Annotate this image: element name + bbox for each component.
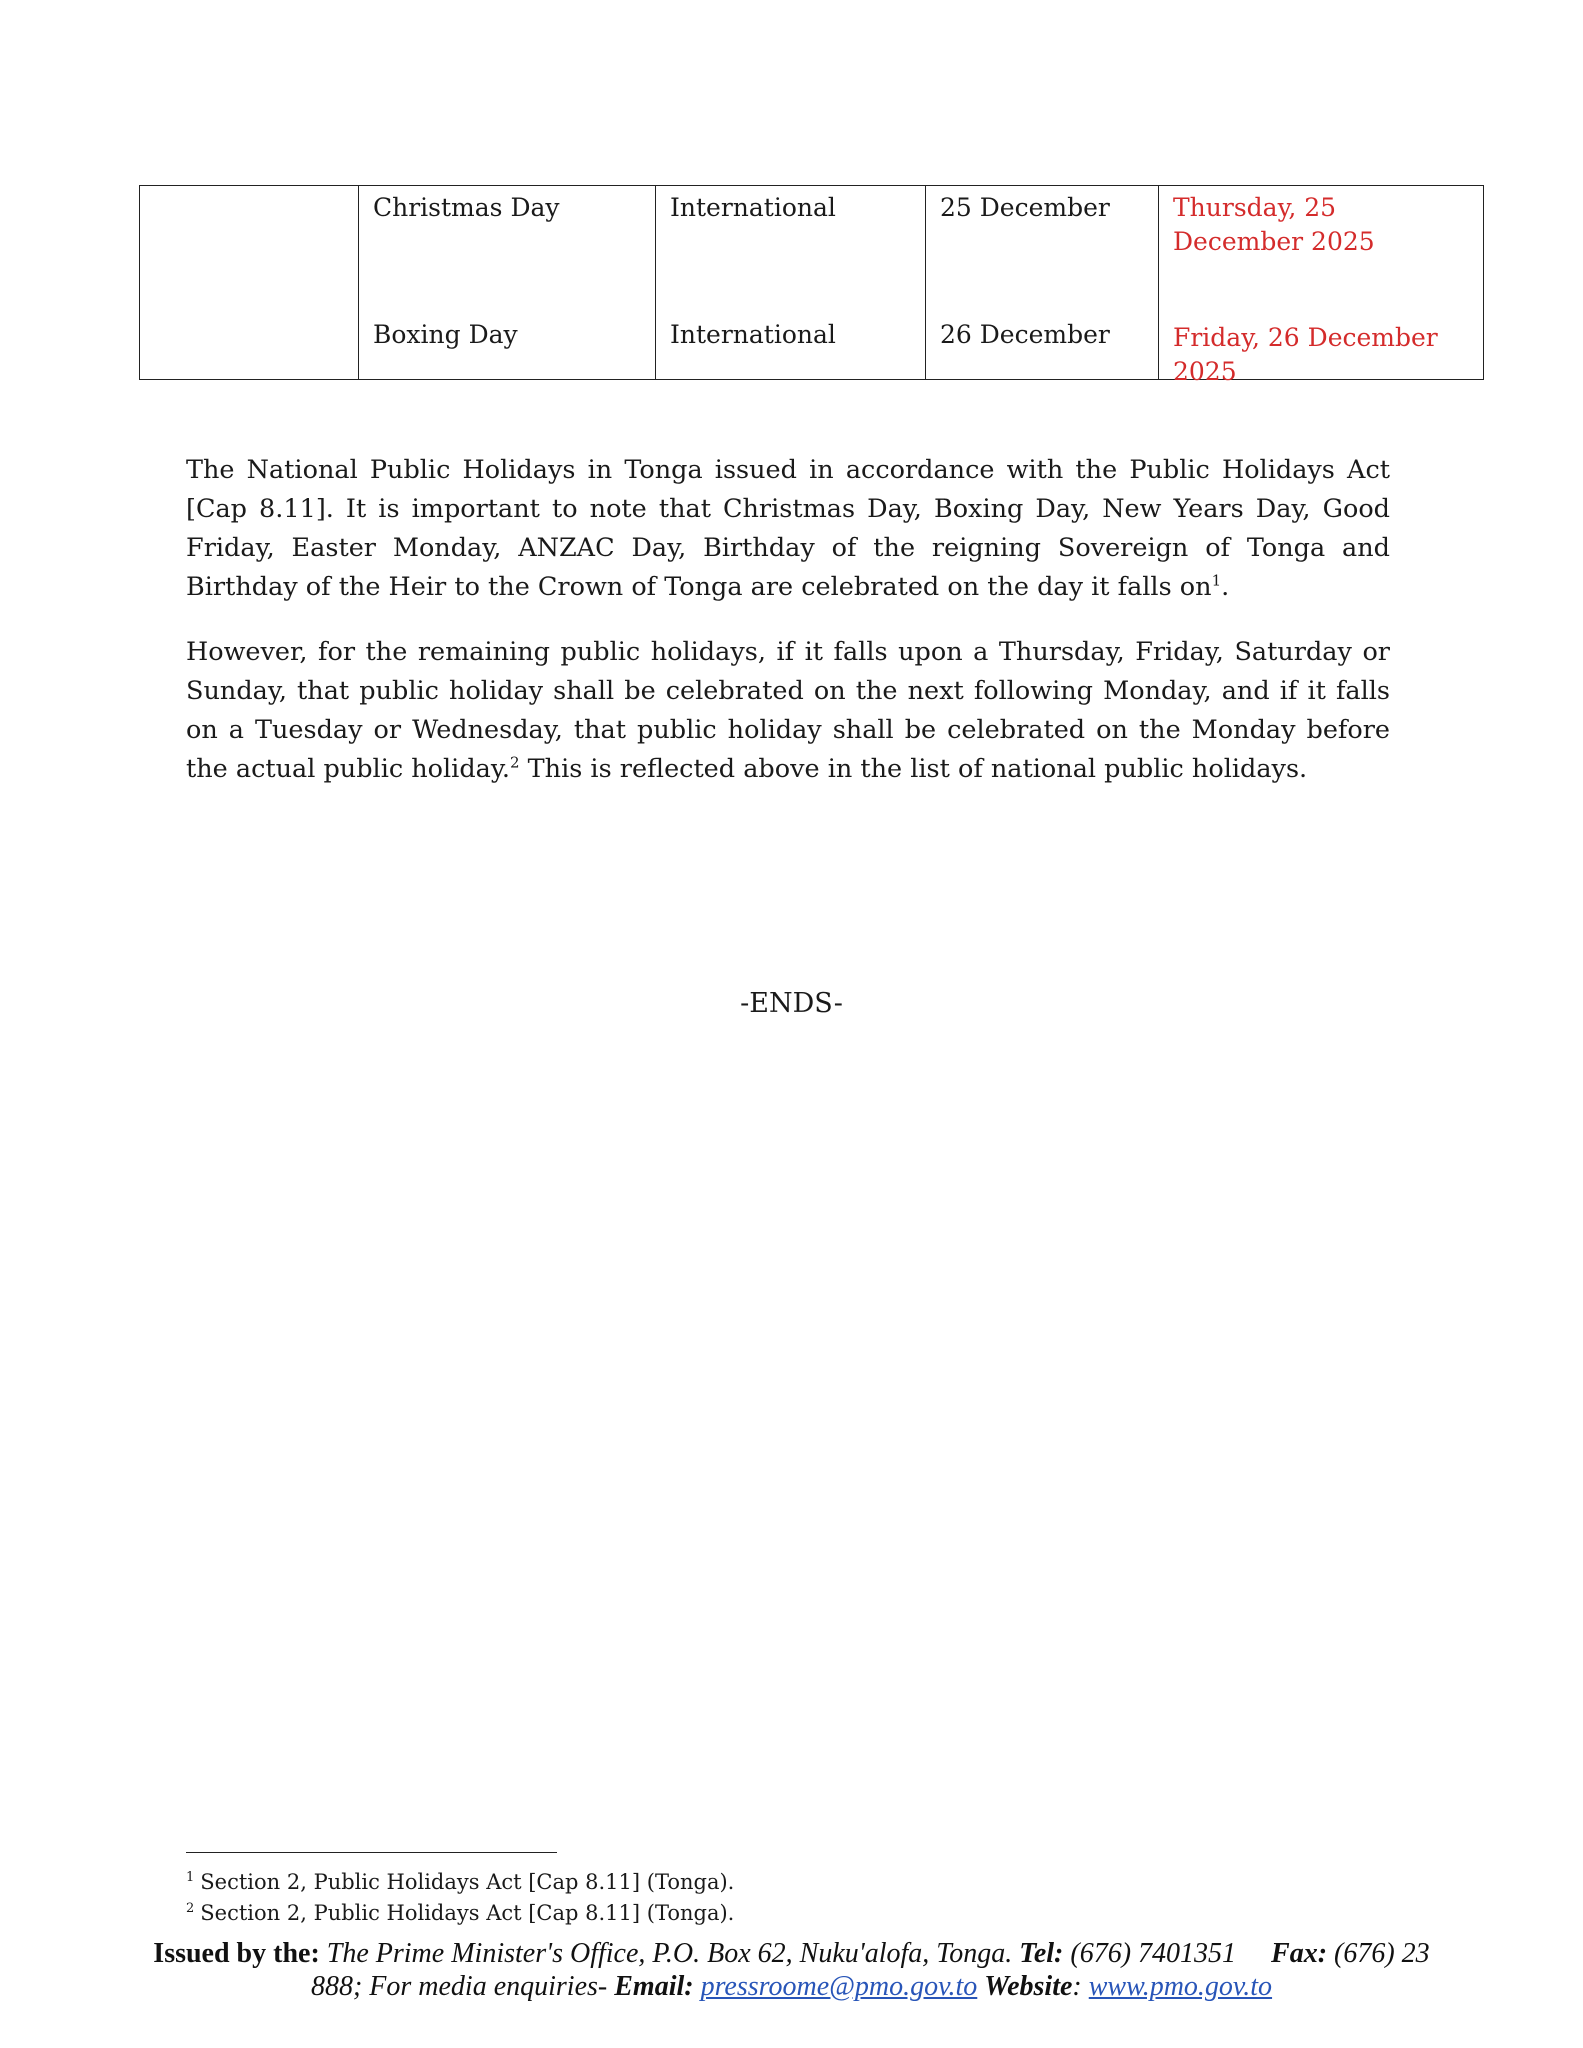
holiday-table xyxy=(139,185,1484,386)
paragraph-holidays-act xyxy=(186,451,1390,607)
footnote-number: 1 xyxy=(186,1870,195,1885)
paragraph-text-end: . xyxy=(1221,572,1230,602)
issued-by-footer xyxy=(150,1937,1433,2003)
issued-label: Issued by the: xyxy=(153,1938,320,1969)
paragraph-text: The National Public Holidays in Tonga issued in accordance with the Public Holidays Act [Cap 8.11]. It is important to note that Christmas Day, Boxing Day, New Years Day, Good Friday, Easter Monday, ANZAC Day, Birthday of the reigning Sovereign of Tonga and Birthday of the Heir to the Crown of Tonga are celebrated on the day it falls on xyxy=(186,455,1390,602)
email-link[interactable]: pressroome@pmo.gov.to xyxy=(700,1971,978,2002)
office-address: The Prime Minister's Office, P.O. Box 62, Nuku'alofa, Tonga. xyxy=(319,1938,1020,1969)
email-label: Email: xyxy=(614,1971,694,2002)
footnote xyxy=(186,1868,734,1896)
footnote-text: Section 2, Public Holidays Act [Cap 8.11] (Tonga). xyxy=(200,1870,735,1894)
paragraph-text-end: This is reflected above in the list of national public holidays. xyxy=(519,754,1308,784)
holiday-date: 25 December xyxy=(940,193,1110,222)
website-link[interactable]: www.pmo.gov.to xyxy=(1088,1971,1273,2002)
fax-number: (676) 23 888; For media enquiries- xyxy=(310,1938,1430,2002)
footnote xyxy=(186,1899,734,1927)
fax-label: Fax: xyxy=(1271,1938,1328,1969)
observed-date: Thursday, 25 December 2025 xyxy=(1173,193,1375,256)
table-row xyxy=(140,186,1484,380)
table-cell-holiday-name xyxy=(359,186,656,380)
holiday-type: International xyxy=(670,193,836,222)
observed-date: Friday, 26 December 2025 xyxy=(1173,323,1438,386)
footnote-divider xyxy=(186,1852,557,1853)
website-label: Website xyxy=(984,1971,1073,2002)
holiday-date: 26 December xyxy=(940,320,1110,349)
tel-label: Tel: xyxy=(1019,1938,1064,1969)
table-cell-holiday-date xyxy=(926,186,1159,380)
paragraph-text: However, for the remaining public holidays, if it falls upon a Thursday, Friday, Saturday or Sunday, that public holiday shall be celebrated on the next following Monday, and if it falls on a Tuesday or Wednesday, that public holiday shall be celebrated on the Monday before the actual public holiday. xyxy=(186,637,1390,784)
table-cell-observed-date xyxy=(1159,186,1484,386)
table-cell-blank xyxy=(140,186,359,380)
holiday-name: Boxing Day xyxy=(373,320,518,349)
ends-marker: -ENDS- xyxy=(740,988,843,1019)
tel-number: (676) 7401351 xyxy=(1063,1938,1237,1969)
footnote-number: 2 xyxy=(186,1901,195,1916)
holiday-name: Christmas Day xyxy=(373,193,560,222)
paragraph-remaining-holidays xyxy=(186,633,1390,789)
holiday-type: International xyxy=(670,320,836,349)
footnote-text: Section 2, Public Holidays Act [Cap 8.11] (Tonga). xyxy=(200,1901,735,1925)
website-colon: : xyxy=(1072,1971,1089,2002)
footnote-ref: 2 xyxy=(510,753,520,772)
footnote-ref: 1 xyxy=(1211,571,1222,590)
table-cell-holiday-type xyxy=(656,186,926,380)
